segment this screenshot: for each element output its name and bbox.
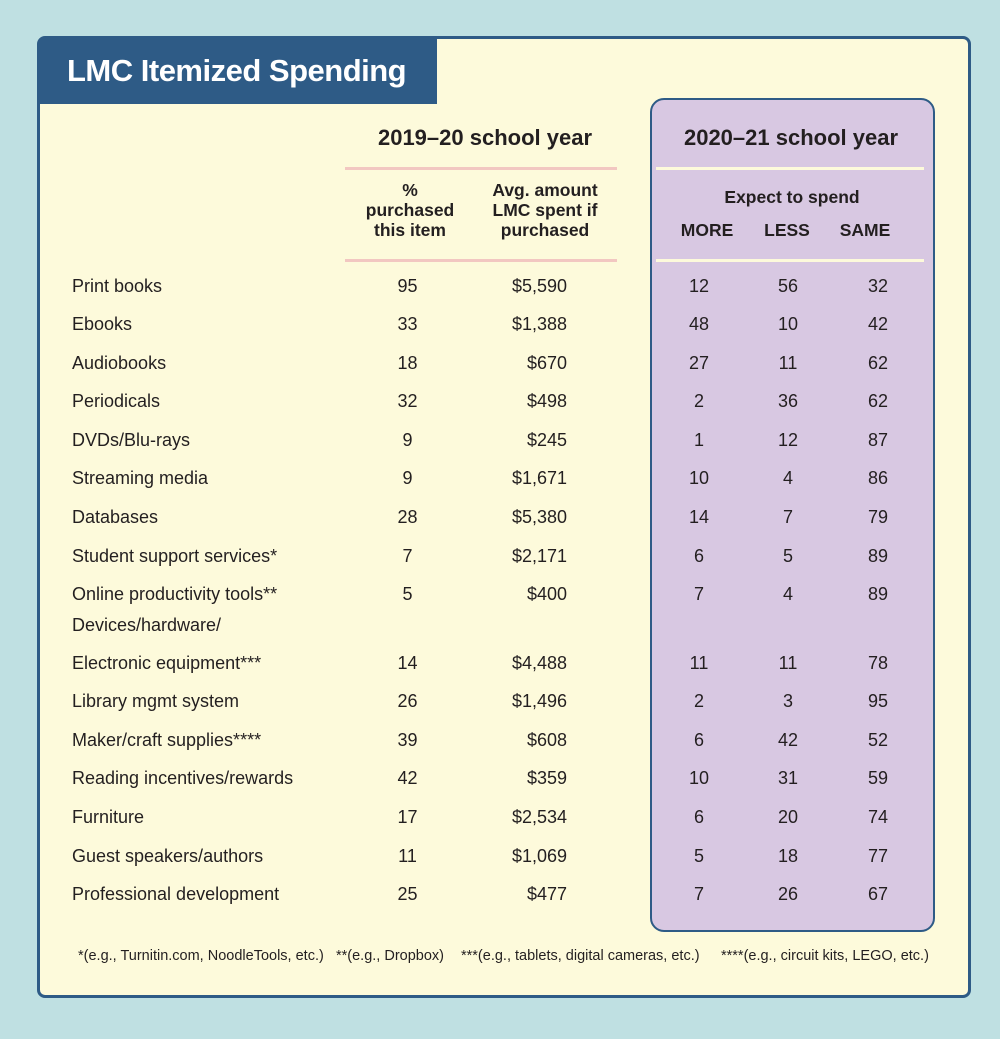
cell-less: 31 <box>777 768 799 788</box>
cell-more: 10 <box>688 468 710 488</box>
cell-same: 95 <box>867 691 889 711</box>
row-label-line1: Devices/hardware/ <box>72 615 222 635</box>
column-header-amount <box>475 180 615 240</box>
cell-less: 11 <box>778 353 798 373</box>
column-header-pct-line2: purchased <box>365 200 455 220</box>
row-label: Student support services* <box>72 546 278 566</box>
cell-less: 4 <box>782 468 793 488</box>
cell-pct: 95 <box>397 276 418 296</box>
cell-more: 27 <box>688 353 710 373</box>
cell-less: 7 <box>782 507 793 527</box>
cell-same: 86 <box>867 468 889 488</box>
cell-same: 79 <box>867 507 889 527</box>
footnote-3: ***(e.g., tablets, digital cameras, etc.) <box>461 948 700 964</box>
cell-pct: 11 <box>398 846 417 866</box>
cell-amount: $5,590 <box>511 276 567 296</box>
cell-amount: $2,171 <box>511 546 567 566</box>
cell-same: 62 <box>867 391 889 411</box>
cell-same: 77 <box>867 846 889 866</box>
cell-amount: $1,069 <box>511 846 567 866</box>
footnote-2: **(e.g., Dropbox) <box>336 948 444 964</box>
cell-pct: 18 <box>397 353 418 373</box>
column-header-amount-line1: Avg. amount <box>492 180 598 200</box>
cell-more: 5 <box>693 846 704 866</box>
cell-more: 6 <box>693 807 704 827</box>
cell-less: 20 <box>777 807 799 827</box>
row-label: Databases <box>72 507 159 527</box>
cell-more: 48 <box>688 314 710 334</box>
cell-same: 74 <box>867 807 889 827</box>
cell-amount: $498 <box>526 391 567 411</box>
column-header-less: LESS <box>764 220 810 240</box>
cell-amount: $359 <box>526 768 567 788</box>
cell-more: 7 <box>693 584 704 604</box>
divider-bottom-right <box>656 259 924 262</box>
row-label: Online productivity tools** <box>72 584 278 604</box>
cell-pct: 33 <box>397 314 418 334</box>
cell-same: 42 <box>867 314 889 334</box>
cell-more: 2 <box>693 391 704 411</box>
footnote-1: *(e.g., Turnitin.com, NoodleTools, etc.) <box>78 948 324 964</box>
cell-less: 10 <box>777 314 799 334</box>
page-title: LMC Itemized Spending <box>67 53 407 88</box>
column-header-pct <box>355 180 465 240</box>
cell-pct: 32 <box>397 391 418 411</box>
cell-more: 6 <box>693 546 704 566</box>
cell-less: 4 <box>782 584 793 604</box>
cell-amount: $2,534 <box>511 807 567 827</box>
cell-same: 87 <box>867 430 889 450</box>
cell-less: 3 <box>782 691 793 711</box>
cell-amount: $400 <box>526 584 567 604</box>
title-bar <box>40 39 437 104</box>
row-label: Furniture <box>72 807 145 827</box>
cell-more: 12 <box>688 276 710 296</box>
cell-less: 56 <box>777 276 799 296</box>
row-label: Audiobooks <box>72 353 167 373</box>
cell-less: 42 <box>777 730 799 750</box>
cell-pct: 26 <box>397 691 418 711</box>
cell-pct: 17 <box>397 807 418 827</box>
cell-more: 10 <box>688 768 710 788</box>
row-label: Periodicals <box>72 391 161 411</box>
row-label: Print books <box>72 276 163 296</box>
cell-same: 32 <box>867 276 889 296</box>
cell-same: 67 <box>867 884 889 904</box>
cell-amount: $1,671 <box>511 468 567 488</box>
cell-more: 6 <box>693 730 704 750</box>
cell-amount: $477 <box>526 884 567 904</box>
cell-amount: $1,388 <box>511 314 567 334</box>
cell-amount: $245 <box>526 430 567 450</box>
footnote-4: ****(e.g., circuit kits, LEGO, etc.) <box>721 948 929 964</box>
year-2020-21-header: 2020–21 school year <box>683 125 899 150</box>
cell-more: 1 <box>693 430 704 450</box>
row-label: Ebooks <box>72 314 133 334</box>
row-label: DVDs/Blu-rays <box>72 430 191 450</box>
cell-less: 26 <box>777 884 799 904</box>
cell-pct: 7 <box>402 546 413 566</box>
column-header-amount-line2: LMC spent if <box>492 200 598 220</box>
cell-pct: 42 <box>397 768 418 788</box>
cell-more: 2 <box>693 691 704 711</box>
divider-top-left <box>345 167 617 170</box>
cell-more: 11 <box>689 653 709 673</box>
cell-less: 5 <box>782 546 793 566</box>
cell-pct: 9 <box>402 430 413 450</box>
cell-pct: 9 <box>402 468 413 488</box>
column-header-pct-line1: % <box>402 180 418 200</box>
column-header-more: MORE <box>680 220 734 240</box>
column-header-pct-line3: this item <box>374 220 446 240</box>
divider-top-right <box>656 167 924 170</box>
cell-less: 12 <box>777 430 799 450</box>
cell-amount: $4,488 <box>511 653 567 673</box>
cell-amount: $5,380 <box>511 507 567 527</box>
row-label: Reading incentives/rewards <box>72 768 294 788</box>
column-header-same: SAME <box>839 220 891 240</box>
cell-less: 18 <box>777 846 799 866</box>
cell-amount: $670 <box>526 353 567 373</box>
cell-pct: 28 <box>397 507 418 527</box>
row-label: Library mgmt system <box>72 691 240 711</box>
row-label: Maker/craft supplies**** <box>72 730 262 750</box>
cell-more: 7 <box>693 884 704 904</box>
cell-less: 36 <box>777 391 799 411</box>
cell-more: 14 <box>688 507 710 527</box>
row-label: Professional development <box>72 884 280 904</box>
column-header-expect: Expect to spend <box>724 187 860 207</box>
cell-same: 62 <box>867 353 889 373</box>
row-label: Streaming media <box>72 468 209 488</box>
year-2019-20-header: 2019–20 school year <box>377 125 593 150</box>
cell-same: 59 <box>867 768 889 788</box>
cell-pct: 5 <box>402 584 413 604</box>
row-label: Electronic equipment*** <box>72 653 262 673</box>
column-header-amount-line3: purchased <box>500 220 590 240</box>
cell-same: 89 <box>867 584 889 604</box>
cell-pct: 14 <box>397 653 418 673</box>
cell-pct: 39 <box>397 730 418 750</box>
cell-amount: $1,496 <box>511 691 567 711</box>
cell-same: 52 <box>867 730 889 750</box>
row-label: Guest speakers/authors <box>72 846 264 866</box>
cell-less: 11 <box>778 653 798 673</box>
cell-pct: 25 <box>397 884 418 904</box>
divider-bottom-left <box>345 259 617 262</box>
cell-same: 89 <box>867 546 889 566</box>
cell-same: 78 <box>867 653 889 673</box>
cell-amount: $608 <box>526 730 567 750</box>
